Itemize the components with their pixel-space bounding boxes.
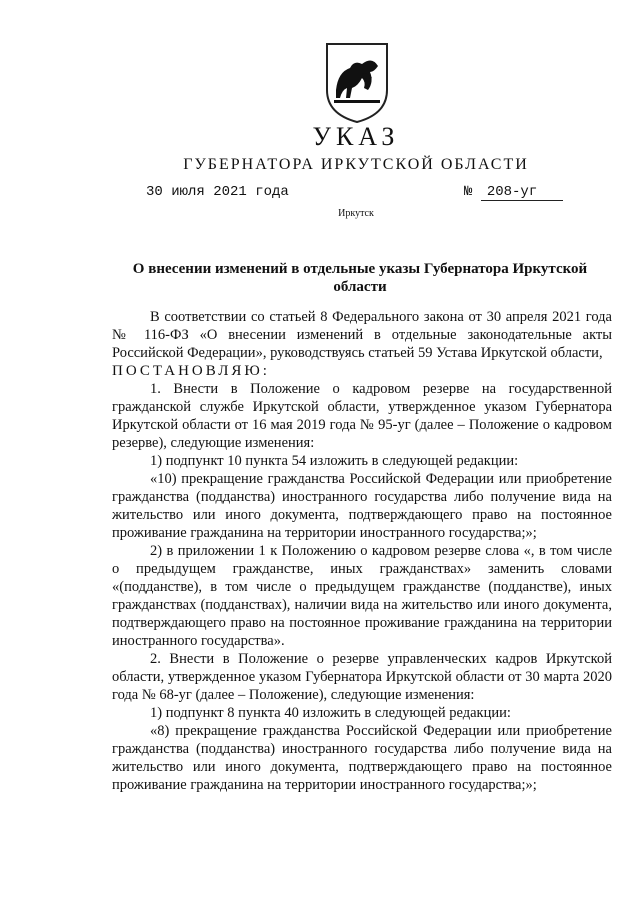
document-number xyxy=(464,184,563,201)
document-heading: О внесении изменений в отдельные указы Губернатора Иркутской области xyxy=(132,261,588,295)
document-city: Иркутск xyxy=(338,208,374,219)
paragraph-1-item-1-text: «10) прекращение гражданства Российской Федерации или приобретение гражданства (подданства) иностранного государства либо получение вида на жительство или иного документа, подтверждающего право на постоянное проживание гражданина на территории иностранного государства;»; xyxy=(112,471,612,541)
paragraph-2-item-1: 1) подпункт 8 пункта 40 изложить в следующей редакции: xyxy=(150,705,511,721)
intro-paragraph: В соответствии со статьей 8 Федерального закона от 30 апреля 2021 года № 116-ФЗ «О внесении изменений в отдельные законодательные акты Российской Федерации», руководствуясь статьей 59 Устава Иркутской области, xyxy=(112,309,612,361)
paragraph-1-item-2: 2) в приложении 1 к Положению о кадровом резерве слова «, в том числе о предыдущем гражданстве, иных гражданствах» заменить словами «(подданстве), в том числе о предыдущем гражданстве (подданстве), иных гражданствах (подданствах), наличии вида на жительство или иного документа, подтверждающего право на постоянное проживание гражданина на территории иностранного государства». xyxy=(112,543,612,649)
paragraph-2-item-1-text: «8) прекращение гражданства Российской Федерации или приобретение гражданства (подданства) иностранного государства либо получение вида на жительство или иного документа, подтверждающего право на постоянное проживание гражданина на территории иностранного государства;»; xyxy=(112,723,612,793)
paragraph-1-item-1: 1) подпункт 10 пункта 54 изложить в следующей редакции: xyxy=(150,453,519,469)
decree-word: ПОСТАНОВЛЯЮ: xyxy=(112,363,270,379)
number-label: № xyxy=(464,184,473,200)
number-value: 208-уг xyxy=(481,184,563,201)
issuing-authority: ГУБЕРНАТОРА ИРКУТСКОЙ ОБЛАСТИ xyxy=(183,156,529,173)
document-type-title: УКАЗ xyxy=(312,122,400,151)
document-date: 30 июля 2021 года xyxy=(146,184,289,200)
paragraph-1: 1. Внести в Положение о кадровом резерве на государственной гражданской службе Иркутской области, утвержденное указом Губернатора Иркутской области от 16 мая 2019 года № 95-уг (далее – Положение о кадровом резерве), следующие изменения: xyxy=(112,381,612,451)
document-body xyxy=(112,308,612,794)
irkutsk-coat-of-arms-emblem xyxy=(324,42,390,124)
paragraph-2: 2. Внести в Положение о резерве управленческих кадров Иркутской области, утвержденное указом Губернатора Иркутской области от 30 марта 2020 года № 68-уг (далее – Положение), следующие изменения: xyxy=(112,651,612,703)
